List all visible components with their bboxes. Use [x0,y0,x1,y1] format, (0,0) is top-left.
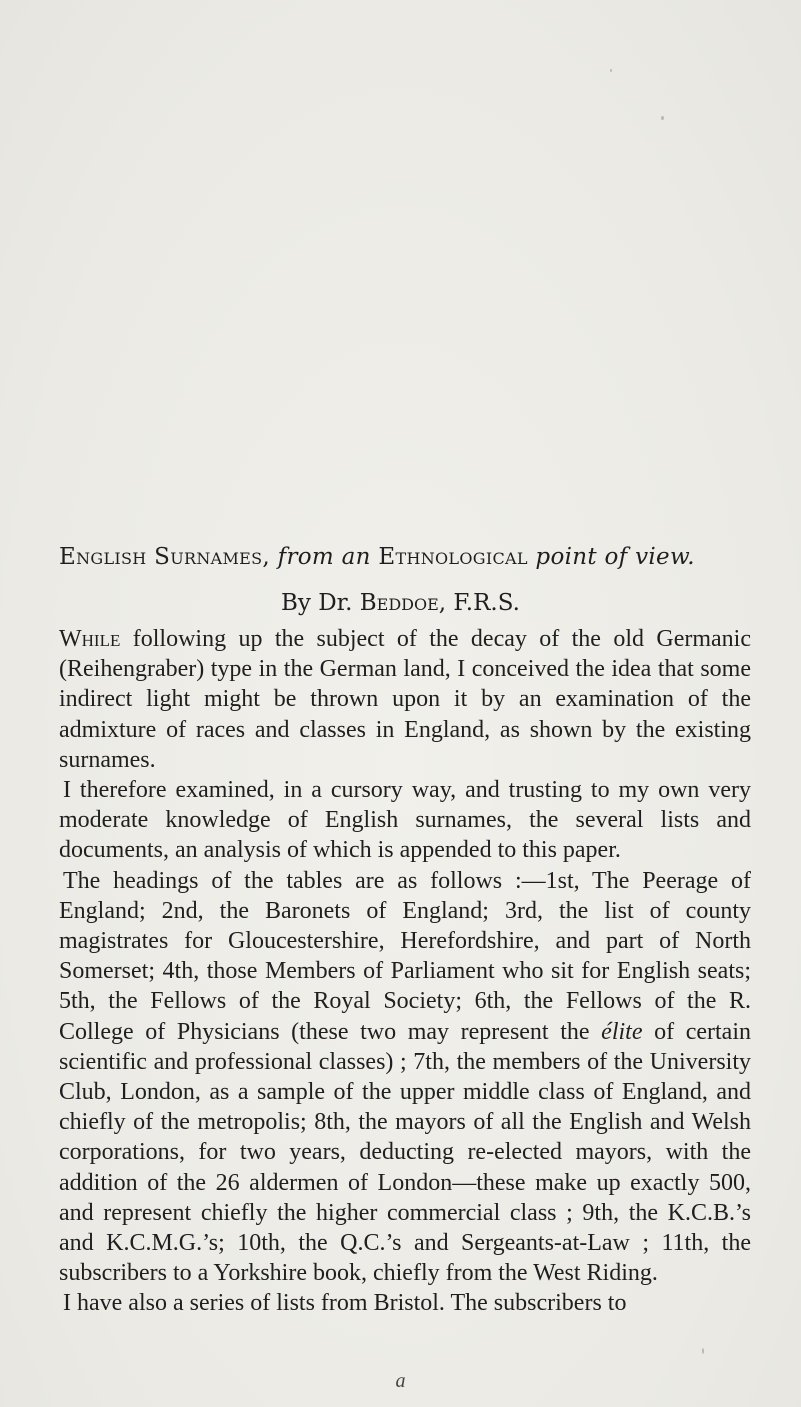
title-ethnological: Ethnological [378,544,528,570]
paper-speck [661,116,664,120]
paragraph-4: I have also a series of lists from Bristol. The subscribers to [63,1290,627,1317]
title-from-an: from an [277,544,371,570]
paragraph-3 [59,866,751,1289]
paragraph-3-text-a: The headings of the tables are as follows :—1st, The Peerage of England; 2nd, the Baronets of England; 3rd, the list of county magistrates for Gloucestershire, Herefordshire, and part of North Somerset; 4th, those Members of Parliament who sit for English seats; 5th, the Fellows of the Royal Society; 6th, the Fellows of the R. College of Physicians (these two may represent the [59,867,751,1045]
byline [0,590,801,616]
article-title [59,544,759,570]
paragraph-2: I therefore examined, in a cursory way, and trusting to my own very moderate knowledge of English surnames, the several lists and documents, an analysis of which is appended to this paper. [59,777,751,864]
title-surnames: English Surnames, [59,544,271,570]
paragraph-1 [59,624,751,775]
article-body [59,624,751,1319]
byline-author: Beddoe, F.R.S. [359,590,520,616]
title-point-of-view: point of view. [535,544,695,570]
signature-mark: a [395,1370,406,1392]
elite-word: élite [601,1018,643,1045]
paragraph-3-text-b: of certain scientific and professional classes) ; 7th, the members of the University Club, London, as a sample of the upper middle class of England, and chiefly of the metropolis; 8th, the mayors of all the English and Welsh corporations, for two years, deducting re-elected mayors, with the addition of the 26 aldermen of London—these make up exactly 500, and represent chiefly the higher commercial class ; 9th, the K.C.B.’s and K.C.M.G.’s; 10th, the Q.C.’s and Sergeants-at-Law ; 11th, the subscribers to a Yorkshire book, chiefly from the West Riding. [59,1018,752,1287]
paragraph-1-text: following up the subject of the decay of the old Germanic (Reihengraber) type in the German land, I conceived the idea that some indirect light might be thrown upon it by an examination of the admixture of races and classes in England, as shown by the existing surnames. [59,626,751,773]
paper-speck [702,1348,704,1354]
opening-word: While [59,626,121,652]
paper-speck [610,69,612,72]
byline-prefix: By Dr. [281,590,353,616]
